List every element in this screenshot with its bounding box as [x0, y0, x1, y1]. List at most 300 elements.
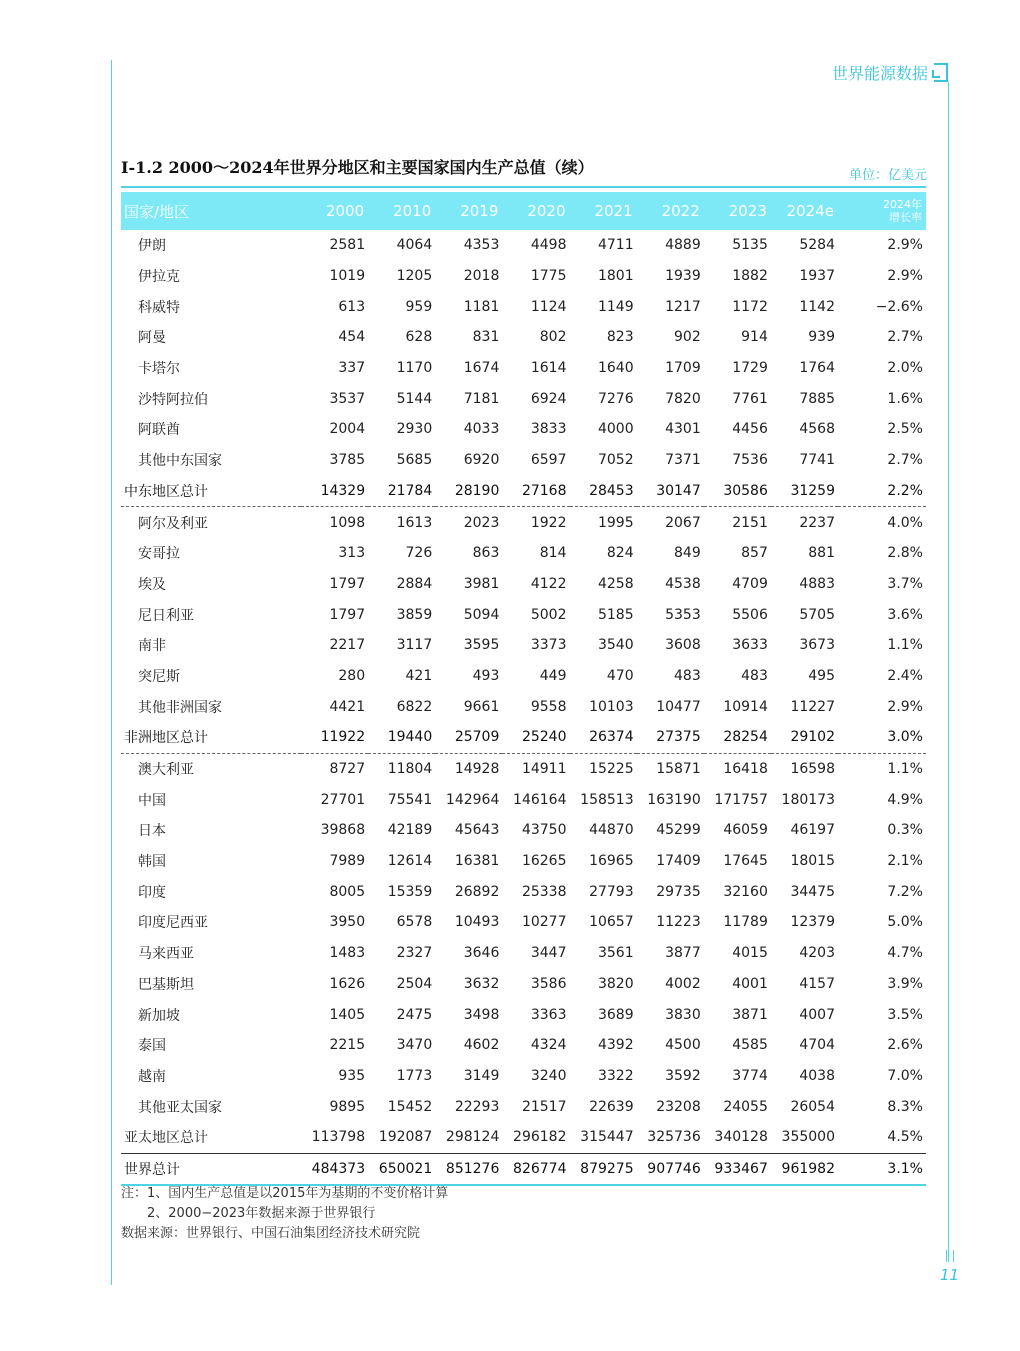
growth-cell: 4.9%: [887, 791, 923, 808]
value-cell: 824: [606, 545, 634, 562]
table-row: [121, 1122, 926, 1153]
value-cell: 18015: [790, 853, 835, 870]
value-cell: 1937: [799, 268, 835, 285]
table-row: [121, 753, 926, 784]
value-cell: 3830: [665, 1006, 701, 1023]
value-cell: 3447: [530, 945, 567, 962]
growth-cell: 2.9%: [887, 698, 923, 715]
value-cell: 4001: [732, 975, 768, 992]
value-cell: 5002: [530, 606, 567, 623]
row-label: 阿尔及利亚: [138, 515, 208, 532]
value-cell: 470: [606, 667, 634, 684]
value-cell: 9895: [329, 1098, 366, 1115]
value-cell: 10657: [589, 914, 634, 931]
value-cell: 3774: [732, 1067, 768, 1084]
value-cell: 3833: [530, 421, 567, 438]
value-cell: 1149: [597, 298, 634, 315]
value-cell: 933467: [704, 1153, 771, 1185]
value-cell: 4709: [732, 575, 768, 592]
row-label: 突尼斯: [138, 668, 180, 685]
value-cell: 30147: [637, 476, 704, 507]
table-row: [121, 476, 926, 507]
notes: [121, 1184, 448, 1244]
value-cell: 17409: [656, 853, 701, 870]
value-cell: 1613: [396, 514, 433, 531]
row-label: 卡塔尔: [138, 361, 180, 378]
column-header-country: 国家/地区: [121, 192, 301, 230]
left-margin-rule: [111, 60, 112, 1285]
value-cell: 11804: [387, 761, 433, 778]
value-cell: 5705: [799, 606, 835, 623]
table-row: [121, 291, 926, 322]
growth-cell: 1.1%: [887, 637, 923, 654]
value-cell: 10914: [723, 698, 768, 715]
value-cell: 8727: [329, 761, 366, 778]
table-row: [121, 999, 926, 1030]
value-cell: 3540: [597, 637, 634, 654]
growth-cell: 2.0%: [887, 360, 923, 377]
column-header-growth: [838, 192, 926, 230]
value-cell: 313: [338, 545, 366, 562]
value-cell: 1019: [329, 268, 366, 285]
value-cell: 46059: [723, 822, 768, 839]
row-label: 日本: [138, 823, 166, 840]
row-label: 非洲地区总计: [121, 722, 301, 753]
value-cell: 21784: [368, 476, 435, 507]
growth-cell: 3.5%: [887, 1006, 923, 1023]
row-label: 澳大利亚: [138, 762, 194, 779]
value-cell: 192087: [378, 1129, 433, 1146]
value-cell: 27168: [502, 476, 569, 507]
value-cell: 7761: [732, 390, 768, 407]
value-cell: 10493: [454, 914, 500, 931]
value-cell: 26892: [454, 883, 500, 900]
value-cell: 1142: [799, 298, 835, 315]
row-label: 伊拉克: [138, 269, 180, 286]
value-cell: 315447: [580, 1129, 634, 1146]
value-cell: 28254: [704, 722, 771, 753]
value-cell: 4324: [530, 1037, 567, 1054]
value-cell: 902: [674, 329, 701, 346]
value-cell: 2018: [463, 268, 500, 285]
value-cell: 21517: [521, 1098, 567, 1115]
column-header-2019: 2019: [435, 192, 502, 230]
value-cell: 4498: [530, 237, 567, 254]
value-cell: 14329: [301, 476, 368, 507]
growth-cell: 3.9%: [887, 975, 923, 992]
value-cell: 4538: [665, 575, 701, 592]
value-cell: 1729: [732, 360, 768, 377]
row-label: 阿联酋: [138, 422, 180, 439]
value-cell: 831: [472, 329, 500, 346]
value-cell: 3537: [329, 390, 366, 407]
value-cell: 28453: [570, 476, 637, 507]
value-cell: 5135: [732, 237, 768, 254]
value-cell: 4568: [799, 421, 835, 438]
value-cell: 3632: [463, 975, 500, 992]
table-row: [121, 661, 926, 692]
value-cell: 495: [808, 667, 835, 684]
table-header-row: [121, 192, 926, 230]
value-cell: 15871: [656, 761, 701, 778]
value-cell: 7536: [732, 452, 768, 469]
value-cell: 2151: [732, 514, 768, 531]
table-row: [121, 261, 926, 292]
value-cell: 454: [338, 329, 366, 346]
value-cell: 43750: [521, 822, 567, 839]
value-cell: 3149: [463, 1067, 500, 1084]
row-label: 沙特阿拉伯: [138, 391, 208, 408]
value-cell: 7989: [329, 853, 366, 870]
value-cell: 3785: [329, 452, 366, 469]
value-cell: 4889: [665, 237, 701, 254]
value-cell: 1172: [732, 298, 768, 315]
value-cell: 11223: [656, 914, 701, 931]
value-cell: 3595: [463, 637, 500, 654]
row-label: 埃及: [138, 576, 166, 593]
value-cell: 3561: [597, 945, 634, 962]
value-cell: 2327: [396, 945, 433, 962]
value-cell: 2884: [396, 575, 433, 592]
value-cell: 1882: [732, 268, 768, 285]
value-cell: 1217: [665, 298, 701, 315]
value-cell: 3633: [732, 637, 768, 654]
row-label: 南非: [138, 638, 166, 655]
value-cell: 2930: [396, 421, 433, 438]
value-cell: 5353: [665, 606, 701, 623]
row-label: 其他非洲国家: [138, 699, 222, 716]
table-row: [121, 507, 926, 538]
value-cell: 2004: [329, 421, 366, 438]
value-cell: 3586: [530, 975, 567, 992]
value-cell: 34475: [790, 883, 835, 900]
value-cell: 1674: [463, 360, 500, 377]
value-cell: 5094: [463, 606, 500, 623]
growth-cell: 7.0%: [887, 1067, 923, 1084]
value-cell: 29102: [771, 722, 838, 753]
value-cell: 4421: [329, 698, 366, 715]
value-cell: 449: [539, 667, 567, 684]
title-rule: [121, 186, 926, 188]
value-cell: 17645: [723, 853, 768, 870]
value-cell: 12614: [387, 853, 433, 870]
value-cell: 484373: [301, 1153, 368, 1185]
value-cell: 3592: [665, 1067, 701, 1084]
column-header-2021: 2021: [570, 192, 637, 230]
value-cell: 25240: [502, 722, 569, 753]
value-cell: 325736: [647, 1129, 701, 1146]
value-cell: 5685: [396, 452, 433, 469]
value-cell: 1797: [329, 575, 366, 592]
table-row: [121, 569, 926, 600]
value-cell: 3608: [665, 637, 701, 654]
value-cell: 44870: [589, 822, 634, 839]
value-cell: 613: [338, 298, 366, 315]
value-cell: 16965: [589, 853, 634, 870]
value-cell: 961982: [771, 1153, 838, 1185]
value-cell: 4392: [597, 1037, 634, 1054]
value-cell: 879275: [570, 1153, 637, 1185]
table-row: [121, 599, 926, 630]
value-cell: 4002: [665, 975, 701, 992]
gdp-table: [121, 192, 926, 1186]
value-cell: 5185: [597, 606, 634, 623]
value-cell: 32160: [723, 883, 768, 900]
value-cell: 3646: [463, 945, 500, 962]
corner-bracket-icon: [934, 63, 948, 82]
value-cell: 802: [539, 329, 567, 346]
value-cell: 28190: [435, 476, 502, 507]
page-number: 11: [940, 1266, 960, 1284]
table-row: [121, 383, 926, 414]
value-cell: 2581: [329, 237, 366, 254]
growth-cell: 1.1%: [887, 761, 923, 778]
value-cell: 9558: [530, 698, 567, 715]
value-cell: 14928: [454, 761, 500, 778]
value-cell: 6920: [463, 452, 500, 469]
value-cell: 19440: [368, 722, 435, 753]
note-line-1: 注：1、国内生产总值是以2015年为基期的不变价格计算: [121, 1186, 449, 1201]
value-cell: 5144: [396, 390, 433, 407]
growth-cell: 2.9%: [887, 268, 923, 285]
value-cell: 4157: [799, 975, 835, 992]
value-cell: 4015: [732, 945, 768, 962]
value-cell: 27701: [320, 791, 366, 808]
value-cell: 3981: [463, 575, 500, 592]
value-cell: 15359: [387, 883, 433, 900]
value-cell: 22639: [589, 1098, 634, 1115]
value-cell: 3859: [396, 606, 433, 623]
growth-cell: 3.0%: [838, 722, 926, 753]
value-cell: 12379: [790, 914, 835, 931]
value-cell: 1405: [329, 1006, 366, 1023]
value-cell: 3373: [530, 637, 567, 654]
row-label: 越南: [138, 1068, 166, 1085]
value-cell: 1709: [665, 360, 701, 377]
growth-cell: −2.6%: [875, 298, 923, 315]
growth-cell: 2.8%: [887, 545, 923, 562]
growth-cell: 4.5%: [887, 1129, 923, 1146]
column-header-2000: 2000: [301, 192, 368, 230]
table-row: [121, 815, 926, 846]
value-cell: 11789: [723, 914, 768, 931]
value-cell: 2475: [396, 1006, 433, 1023]
table-row: [121, 846, 926, 877]
value-cell: 42189: [387, 822, 433, 839]
value-cell: 16265: [521, 853, 567, 870]
growth-header-line1: 2024年: [883, 198, 922, 211]
value-cell: 6578: [396, 914, 433, 931]
value-cell: 26374: [570, 722, 637, 753]
row-label: 亚太地区总计: [124, 1130, 208, 1147]
row-label: 新加坡: [138, 1007, 180, 1024]
value-cell: 8005: [329, 883, 366, 900]
row-label: 韩国: [138, 854, 166, 871]
table-row: [121, 353, 926, 384]
column-header-2024e: 2024e: [771, 192, 838, 230]
value-cell: 6924: [530, 390, 567, 407]
value-cell: 7741: [799, 452, 835, 469]
table-row: [121, 722, 926, 753]
value-cell: 483: [741, 667, 768, 684]
unit-label: 单位：亿美元: [848, 168, 927, 183]
table-row: [121, 907, 926, 938]
value-cell: 298124: [445, 1129, 500, 1146]
value-cell: 1939: [665, 268, 701, 285]
growth-cell: 2.1%: [887, 853, 923, 870]
row-label: 巴基斯坦: [138, 976, 194, 993]
value-cell: 4704: [799, 1037, 835, 1054]
value-cell: 5284: [799, 237, 835, 254]
page-number-ticks: [946, 1250, 954, 1262]
value-cell: 146164: [513, 791, 567, 808]
value-cell: 3820: [597, 975, 634, 992]
value-cell: 45299: [656, 822, 701, 839]
value-cell: 1181: [463, 298, 500, 315]
growth-cell: 2.6%: [887, 1037, 923, 1054]
value-cell: 3871: [732, 1006, 768, 1023]
value-cell: 4038: [799, 1067, 835, 1084]
value-cell: 4602: [463, 1037, 500, 1054]
table-row: [121, 322, 926, 353]
row-label: 安哥拉: [138, 546, 180, 563]
value-cell: 4711: [597, 237, 634, 254]
growth-cell: 2.4%: [887, 667, 923, 684]
value-cell: 3689: [597, 1006, 634, 1023]
value-cell: 27375: [637, 722, 704, 753]
value-cell: 3322: [597, 1067, 634, 1084]
value-cell: 1124: [530, 298, 567, 315]
value-cell: 340128: [714, 1129, 768, 1146]
value-cell: 7276: [597, 390, 634, 407]
value-cell: 857: [741, 545, 768, 562]
value-cell: 4033: [463, 421, 500, 438]
value-cell: 1995: [597, 514, 634, 531]
row-label: 其他亚太国家: [138, 1099, 222, 1116]
value-cell: 15225: [589, 761, 634, 778]
value-cell: 296182: [513, 1129, 567, 1146]
value-cell: 9661: [463, 698, 500, 715]
value-cell: 31259: [771, 476, 838, 507]
value-cell: 16381: [454, 853, 500, 870]
table-title: I-1.2 2000～2024年世界分地区和主要国家国内生产总值（续）: [121, 158, 594, 177]
table-row: [121, 784, 926, 815]
value-cell: 3498: [463, 1006, 500, 1023]
value-cell: 16598: [790, 761, 835, 778]
column-header-2022: 2022: [637, 192, 704, 230]
value-cell: 3877: [665, 945, 701, 962]
column-header-2010: 2010: [368, 192, 435, 230]
value-cell: 4007: [799, 1006, 835, 1023]
value-cell: 1764: [799, 360, 835, 377]
value-cell: 914: [741, 329, 768, 346]
value-cell: 4000: [597, 421, 634, 438]
value-cell: 726: [405, 545, 433, 562]
value-cell: 2023: [463, 514, 500, 531]
value-cell: 355000: [781, 1129, 835, 1146]
value-cell: 6822: [396, 698, 433, 715]
value-cell: 23208: [656, 1098, 701, 1115]
growth-cell: 5.0%: [887, 914, 923, 931]
value-cell: 10103: [589, 698, 634, 715]
value-cell: 851276: [435, 1153, 502, 1185]
value-cell: 10477: [656, 698, 701, 715]
value-cell: 3363: [530, 1006, 567, 1023]
value-cell: 24055: [723, 1098, 768, 1115]
value-cell: 10277: [521, 914, 567, 931]
value-cell: 16418: [723, 761, 768, 778]
value-cell: 280: [338, 667, 366, 684]
section-header: 世界能源数据: [831, 64, 928, 83]
growth-cell: 2.5%: [887, 421, 923, 438]
growth-cell: 4.7%: [887, 945, 923, 962]
value-cell: 163190: [647, 791, 701, 808]
table-row: [121, 630, 926, 661]
value-cell: 2504: [396, 975, 433, 992]
value-cell: 421: [405, 667, 433, 684]
value-cell: 1773: [396, 1067, 433, 1084]
value-cell: 1483: [329, 945, 366, 962]
value-cell: 75541: [387, 791, 433, 808]
value-cell: 3117: [396, 637, 433, 654]
row-label: 中国: [138, 792, 166, 809]
value-cell: 863: [472, 545, 500, 562]
value-cell: 11227: [790, 698, 835, 715]
value-cell: 25338: [521, 883, 567, 900]
row-label: 尼日利亚: [138, 607, 194, 624]
table-row: [121, 445, 926, 476]
value-cell: 483: [674, 667, 701, 684]
row-label: 其他中东国家: [138, 453, 222, 470]
value-cell: 2237: [799, 514, 835, 531]
value-cell: 4456: [732, 421, 768, 438]
value-cell: 46197: [790, 822, 835, 839]
value-cell: 7181: [463, 390, 500, 407]
value-cell: 158513: [580, 791, 634, 808]
value-cell: 4500: [665, 1037, 701, 1054]
value-cell: 826774: [502, 1153, 569, 1185]
table-row: [121, 538, 926, 569]
value-cell: 907746: [637, 1153, 704, 1185]
value-cell: 22293: [454, 1098, 500, 1115]
value-cell: 337: [338, 360, 366, 377]
row-label: 世界总计: [121, 1153, 301, 1185]
growth-cell: 2.9%: [887, 237, 923, 254]
value-cell: 4883: [799, 575, 835, 592]
value-cell: 171757: [714, 791, 768, 808]
growth-cell: 3.7%: [887, 575, 923, 592]
value-cell: 959: [405, 298, 433, 315]
value-cell: 939: [808, 329, 835, 346]
growth-cell: 7.2%: [887, 883, 923, 900]
value-cell: 2215: [329, 1037, 366, 1054]
value-cell: 7885: [799, 390, 835, 407]
value-cell: 26054: [790, 1098, 835, 1115]
column-header-2023: 2023: [704, 192, 771, 230]
note-line-2: 2、2000−2023年数据来源于世界银行: [147, 1206, 376, 1221]
value-cell: 3240: [530, 1067, 567, 1084]
value-cell: 628: [405, 329, 433, 346]
value-cell: 2217: [329, 637, 366, 654]
value-cell: 29735: [656, 883, 701, 900]
value-cell: 4258: [597, 575, 634, 592]
value-cell: 1614: [530, 360, 567, 377]
value-cell: 39868: [320, 822, 366, 839]
value-cell: 7820: [665, 390, 701, 407]
value-cell: 4585: [732, 1037, 768, 1054]
value-cell: 7371: [665, 452, 701, 469]
value-cell: 1626: [329, 975, 366, 992]
